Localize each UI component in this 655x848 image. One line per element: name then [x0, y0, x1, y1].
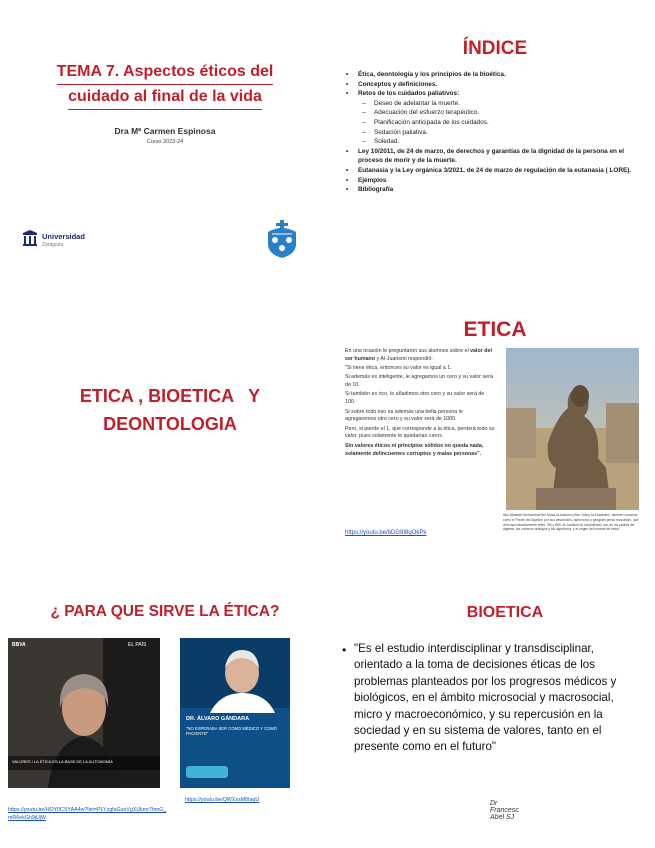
title-line-1: TEMA 7. Aspectos éticos del — [57, 60, 274, 85]
university-logo-icon — [22, 230, 38, 248]
university-sub: Zaragoza — [42, 242, 64, 248]
university-name: Universidad — [42, 232, 85, 241]
photo-caption: Abu Abdallah Muhammad ibn Musa al-Jwarizmi (Abu Yafar) Al-Khwarizmi, también conocido como el 'Padre del Álgebra' por sus desarrollos, astrónomo y geógrafo persa musulmán, que vivió aproximadamente entre 780 y 850. Al-Juarismi es considerado uno de los padres del álgebra, los números arábigos y los algoritmos, y el origen del nombre de estos — [503, 513, 639, 532]
index-subitem: – Adecuación del esfuerzo terapéutico. — [362, 109, 480, 117]
section-title-etica-bioetica — [40, 382, 300, 438]
index-item: • Ejemplos — [346, 176, 387, 184]
bioetica-definition: "Es el estudio interdisciplinar y transdisciplinar, orientado a la toma de decisiones éticas de los problemas planteados por los progresos médicos y biológicos, en el ámbito microsocial y macrosocial, micro y macroeconómico, y su repercusión en la sociedad y en su sistema de valores, tanto en el presente como en el futuro" — [354, 642, 617, 754]
bioetica-title: BIOETICA — [466, 604, 544, 621]
etica-paragraph: Si además es inteligente, le agregamos un cero y su valor será de 10. — [345, 374, 493, 389]
page-title — [30, 60, 300, 110]
statue-photo — [506, 348, 639, 510]
para-que-title: ¿ PARA QUE SIRVE LA ÉTICA? — [50, 603, 280, 620]
etica-video-link[interactable]: https://youtu.be/bDG9I8gOkPk — [345, 530, 427, 536]
title-line-2: cuidado al final de la vida — [68, 85, 262, 110]
video-1-image — [8, 638, 160, 788]
video-thumbnail-2[interactable] — [180, 638, 290, 788]
etica-text — [345, 348, 495, 460]
video-1-brand: BBVA — [12, 642, 26, 648]
video-1-caption: VALORES / LA ÉTICA ES LA BASE DE LA AUTONOMÍA — [12, 759, 113, 764]
bullet-icon: • — [342, 643, 347, 657]
etica-paragraph: Si también es rico, le añadimos otro cero y su valor será de 100. — [345, 391, 485, 406]
index-subitem: – Sedación paliativa. — [362, 128, 428, 136]
video-1-brand-2: EL PAÍS — [128, 642, 147, 648]
section-title-line-2: DEONTOLOGIA — [103, 414, 237, 434]
bioetica-author: Dr Francesc Abel SJ — [490, 800, 519, 821]
video-2-quote: "NO ESPERABA SER COMO MÉDICO Y COMO PACIENTE" — [186, 726, 278, 736]
index-title: ÍNDICE — [462, 38, 528, 59]
index-item: • Eutanasia y la Ley orgánica 3/2021, de 24 de marzo de regulación de la eutanasia ( LORE). — [346, 166, 632, 174]
index-subitem: – Deseo de adelantar la muerte. — [362, 99, 460, 107]
index-list — [344, 70, 644, 195]
etica-paragraph: Si sobre todo eso es además una bella persona le agregaremos otro cero y su valor será de 1000. — [345, 408, 463, 423]
crest-icon — [264, 220, 300, 260]
video-link-1[interactable]: https://youtu.be/HOY0CSYAA4w?list=PLYzgfaGxoVgXUkmr7hmG_mR6ekGh9jUjW — [8, 807, 167, 821]
course-label: Curso 2023-24 — [146, 139, 184, 145]
index-subitem: – Soledad. — [362, 138, 400, 146]
etica-paragraph: "Si tiene ética, entonces su valor es igual a 1. — [345, 365, 452, 372]
index-item: • Ética, deontología y los principios de la bioética. — [346, 71, 506, 78]
author-name: Dra Mª Carmen Espinosa — [114, 126, 216, 136]
index-item: • Bibliografía — [346, 186, 394, 194]
index-subitem: – Planificación anticipada de los cuidados. — [362, 118, 489, 126]
video-2-image — [180, 638, 290, 788]
etica-paragraph: Pero, si pierde el 1, que corresponde a la ética, perderá todo su valor, pues solamente le quedarían ceros. — [345, 425, 495, 440]
etica-title: ETICA — [463, 318, 527, 341]
video-thumbnail-1[interactable] — [8, 638, 160, 788]
index-item: • Conceptos y definiciones. — [346, 80, 438, 88]
etica-paragraph: Sin valores éticos ni principios sólidos no queda nada, solamente delincuentes corruptos y malas personas". — [345, 442, 484, 457]
video-2-name: DR. ÁLVARO GÁNDARA — [186, 716, 250, 722]
index-item: • Ley 10/2011, de 24 de marzo, de derechos y garantías de la dignidad de la persona en el proceso de morir y de la muerte. — [346, 147, 625, 165]
section-title-line-1: ETICA , BIOETICA Y — [79, 386, 261, 406]
index-item: • Retos de los cuidados paliativos: — [346, 90, 460, 98]
etica-paragraph: En una ocasión le preguntaron sus alumnos sobre el valor del ser humano y Al-Juarismi respondió: — [345, 348, 492, 362]
video-link-2[interactable]: https://youtu.be/QWXxsM8IaqU — [185, 797, 260, 803]
